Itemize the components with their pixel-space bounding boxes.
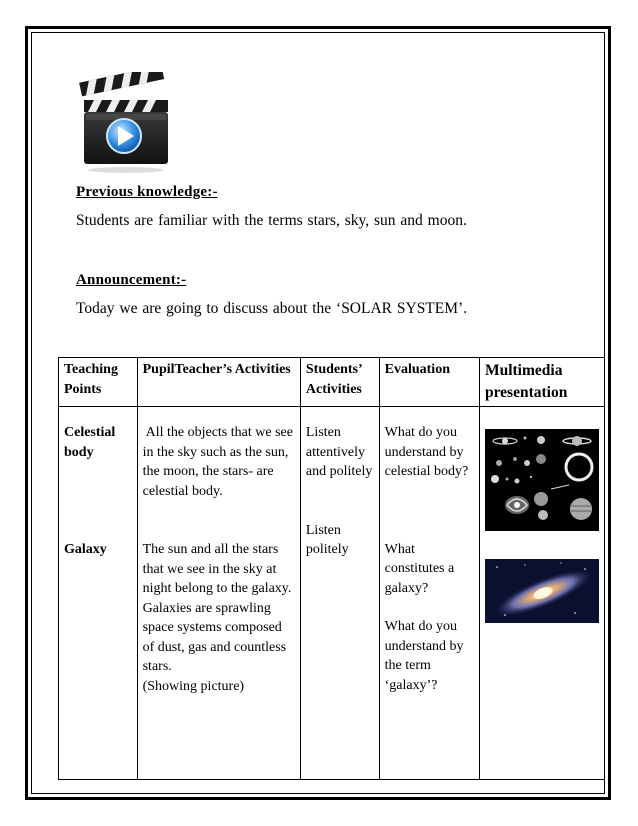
teacher-activity-galaxy: The sun and all the stars that we see in the sky at night belong to the galaxy.: [142, 542, 292, 596]
teaching-point-celestial: Celestial body: [64, 425, 116, 460]
students-activity-galaxy: Listen politely: [305, 522, 349, 557]
teacher-activity-galaxy-3: (Showing picture): [142, 678, 245, 694]
teacher-activity-galaxy-2: Galaxies are sprawling space systems composed of dust, gas and countless stars.: [142, 600, 287, 674]
announcement-heading: Announcement:-: [76, 272, 187, 288]
header-evaluation: Evaluation: [379, 358, 479, 407]
header-students-activities: Students’ Activities: [300, 358, 379, 407]
evaluation-galaxy: What constitutes a galaxy?: [384, 541, 455, 596]
solar-system-image: [485, 429, 599, 531]
previous-knowledge-text: Students are familiar with the terms stars, sky, sun and moon.: [76, 212, 467, 229]
header-multimedia: Multimedia presentation: [479, 358, 604, 407]
previous-knowledge-heading: Previous knowledge:-: [76, 184, 218, 200]
teacher-activity-celestial: All the objects that we see in the sky such as the sun, the moon, the stars- are celestial body.: [142, 425, 293, 499]
lesson-plan-table: [58, 357, 605, 780]
announcement-text: Today we are going to discuss about the ‘SOLAR SYSTEM’.: [76, 300, 468, 317]
header-teacher-activities: PupilTeacher’s Activities: [137, 358, 300, 407]
header-teaching-points: Teaching Points: [59, 358, 138, 407]
table-row: [59, 407, 605, 780]
video-clapperboard-icon: [76, 72, 172, 176]
students-activity-celestial: Listen attentively and politely: [305, 425, 373, 479]
table-header-row: [59, 358, 605, 407]
galaxy-image: [485, 559, 599, 623]
teaching-point-galaxy: Galaxy: [64, 542, 107, 557]
evaluation-galaxy-2: What do you understand by the term ‘galaxy’?: [384, 619, 464, 693]
evaluation-celestial: What do you understand by celestial body?: [384, 425, 469, 479]
